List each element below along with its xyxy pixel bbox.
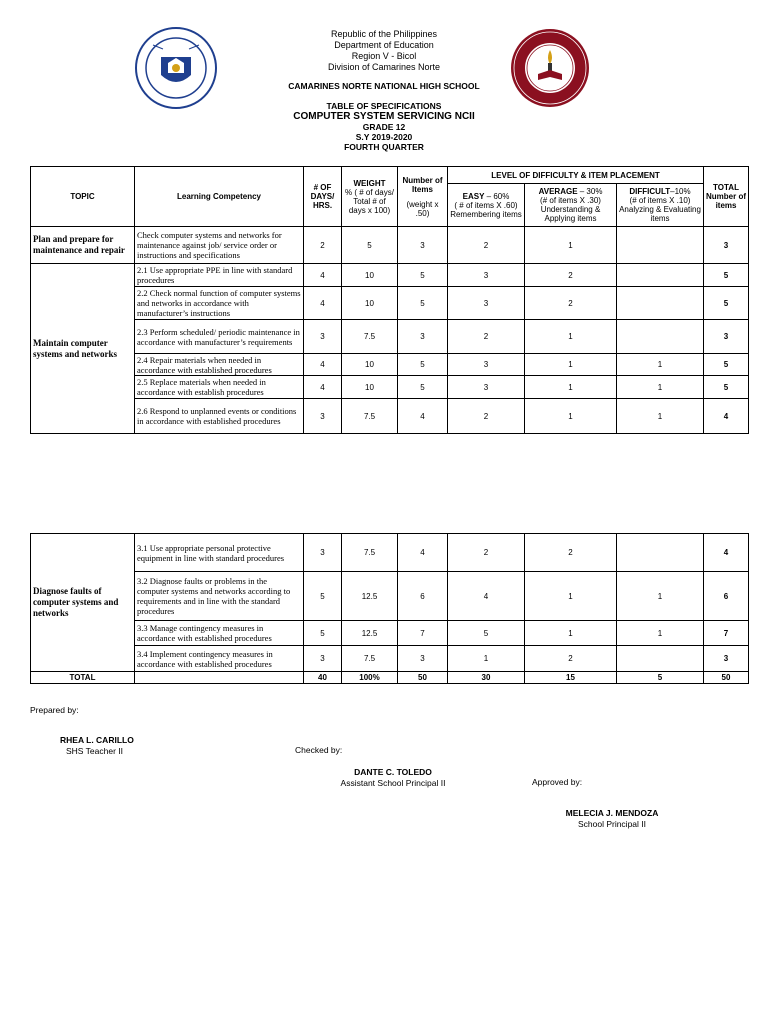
specifications-table-top: [30, 166, 749, 434]
items-cell: 5: [398, 376, 448, 399]
easy-pct: – 60%: [484, 191, 510, 201]
specifications-table-bottom: [30, 533, 749, 684]
table-row: [31, 534, 749, 572]
total-total: 50: [704, 672, 749, 684]
average-cell: 1: [525, 320, 617, 354]
average-cell: 1: [525, 572, 617, 621]
total-items: 50: [398, 672, 448, 684]
average-cell: 1: [525, 354, 617, 376]
table-row: [31, 621, 749, 646]
average-cell: 1: [525, 399, 617, 434]
total-cell: 4: [704, 534, 749, 572]
easy-cell: 3: [448, 264, 525, 287]
avg-title: AVERAGE: [538, 187, 578, 196]
easy-cell: 2: [448, 227, 525, 264]
total-cell: 7: [704, 621, 749, 646]
header-easy: [448, 184, 525, 227]
topic-cell: Plan and prepare for maintenance and repair: [31, 227, 135, 264]
topic-cell: Maintain computer systems and networks: [31, 264, 135, 434]
header-line: Department of Education: [334, 40, 434, 50]
total-label: TOTAL: [31, 672, 135, 684]
header-total: TOTAL Number of items: [704, 167, 749, 227]
difficult-cell: 1: [617, 376, 704, 399]
easy-cell: 2: [448, 399, 525, 434]
header-level: LEVEL OF DIFFICULTY & ITEM PLACEMENT: [448, 167, 704, 184]
competency-cell: 2.4 Repair materials when needed in accordance with established procedures: [135, 354, 304, 376]
days-cell: 3: [304, 320, 342, 354]
competency-cell: 2.5 Replace materials when needed in accordance with establish procedures: [135, 376, 304, 399]
weight-cell: 12.5: [342, 572, 398, 621]
difficult-cell: 1: [617, 354, 704, 376]
total-cell: 3: [704, 646, 749, 672]
title-line: S.Y 2019-2020: [355, 132, 413, 142]
days-cell: 4: [304, 376, 342, 399]
prepared-title: SHS Teacher II: [66, 746, 124, 756]
difficult-cell: [617, 264, 704, 287]
document-title: [234, 101, 534, 152]
average-cell: 2: [525, 264, 617, 287]
prepared-label: Prepared by:: [30, 705, 79, 715]
easy-sub: ( # of items X .60) Remembering items: [450, 200, 522, 219]
average-cell: 2: [525, 646, 617, 672]
title-line: FOURTH QUARTER: [344, 142, 424, 152]
days-cell: 5: [304, 572, 342, 621]
table-row: [31, 572, 749, 621]
easy-cell: 1: [448, 646, 525, 672]
avg-sub: (# of items X .30) Understanding & Applying items: [540, 196, 601, 223]
competency-cell: 3.3 Manage contingency measures in accordance with established procedures: [135, 621, 304, 646]
items-cell: 3: [398, 320, 448, 354]
items-cell: 3: [398, 646, 448, 672]
total-row: [31, 672, 749, 684]
table-row: [31, 287, 749, 320]
weight-cell: 5: [342, 227, 398, 264]
weight-cell: 12.5: [342, 621, 398, 646]
approved-label: Approved by:: [532, 777, 583, 787]
average-cell: 2: [525, 287, 617, 320]
header-weight: [342, 167, 398, 227]
checked-title: Assistant School Principal II: [340, 778, 446, 788]
days-cell: 4: [304, 354, 342, 376]
difficult-cell: [617, 534, 704, 572]
approved-block: [560, 808, 664, 830]
difficult-cell: 1: [617, 572, 704, 621]
deped-logo: [135, 27, 217, 109]
weight-cell: 7.5: [342, 399, 398, 434]
header-days: # OF DAYS/ HRS.: [304, 167, 342, 227]
weight-title: WEIGHT: [353, 178, 386, 188]
weight-cell: 7.5: [342, 646, 398, 672]
items-sub: (weight x .50): [406, 199, 439, 218]
difficult-cell: 1: [617, 621, 704, 646]
total-cell: 3: [704, 227, 749, 264]
prepared-block: [60, 735, 134, 757]
header-average: [525, 184, 617, 227]
days-cell: 3: [304, 534, 342, 572]
items-cell: 7: [398, 621, 448, 646]
competency-cell: 3.2 Diagnose faults or problems in the computer systems and networks according to requirements and in line with the standard procedures: [135, 572, 304, 621]
weight-cell: 7.5: [342, 534, 398, 572]
total-days: 40: [304, 672, 342, 684]
approved-name: MELECIA J. MENDOZA: [565, 808, 659, 818]
total-cell: 4: [704, 399, 749, 434]
topic-cell: Diagnose faults of computer systems and networks: [31, 534, 135, 672]
items-cell: 5: [398, 354, 448, 376]
diff-pct: –10%: [670, 187, 691, 196]
difficult-cell: [617, 287, 704, 320]
total-cell: 3: [704, 320, 749, 354]
difficult-cell: [617, 646, 704, 672]
header-competency: Learning Competency: [135, 167, 304, 227]
items-cell: 4: [398, 534, 448, 572]
days-cell: 2: [304, 227, 342, 264]
difficult-cell: 1: [617, 399, 704, 434]
header-line: Republic of the Philippines: [330, 29, 438, 39]
weight-cell: 10: [342, 287, 398, 320]
total-cell: 5: [704, 264, 749, 287]
competency-cell: 2.2 Check normal function of computer systems and networks in accordance with manufacturer’s instructions: [135, 287, 304, 320]
easy-cell: 5: [448, 621, 525, 646]
total-cell: 6: [704, 572, 749, 621]
days-cell: 3: [304, 399, 342, 434]
competency-cell: 2.6 Respond to unplanned events or conditions in accordance with established procedures: [135, 399, 304, 434]
easy-cell: 3: [448, 354, 525, 376]
days-cell: 4: [304, 264, 342, 287]
easy-cell: 3: [448, 376, 525, 399]
table-row: [31, 354, 749, 376]
total-easy: 30: [448, 672, 525, 684]
competency-cell: Check computer systems and networks for maintenance against job/ service order or instructions and specifications: [135, 227, 304, 264]
avg-pct: – 30%: [577, 187, 603, 196]
easy-title: EASY: [462, 191, 485, 201]
easy-cell: 3: [448, 287, 525, 320]
items-cell: 6: [398, 572, 448, 621]
days-cell: 4: [304, 287, 342, 320]
competency-cell: 3.4 Implement contingency measures in accordance with established procedures: [135, 646, 304, 672]
title-line: GRADE 12: [362, 122, 406, 132]
easy-cell: 4: [448, 572, 525, 621]
table-row: [31, 376, 749, 399]
title-line: TABLE OF SPECIFICATIONS: [326, 101, 442, 111]
table-row: [31, 320, 749, 354]
header-difficult: [617, 184, 704, 227]
difficult-cell: [617, 227, 704, 264]
table-row: [31, 646, 749, 672]
total-difficult: 5: [617, 672, 704, 684]
diff-title: DIFFICULT: [629, 187, 671, 196]
items-cell: 5: [398, 264, 448, 287]
weight-sub: % ( # of days/ Total # of days x 100): [345, 187, 394, 215]
competency-cell: 2.1 Use appropriate PPE in line with standard procedures: [135, 264, 304, 287]
average-cell: 1: [525, 227, 617, 264]
total-cell: 5: [704, 354, 749, 376]
total-weight: 100%: [342, 672, 398, 684]
approved-title: School Principal II: [577, 819, 647, 829]
government-header: [234, 29, 534, 73]
items-cell: 3: [398, 227, 448, 264]
weight-cell: 7.5: [342, 320, 398, 354]
items-title: Number of Items: [402, 175, 443, 194]
competency-cell: 2.3 Perform scheduled/ periodic maintenance in accordance with manufacturer’s requirements: [135, 320, 304, 354]
header-topic: TOPIC: [31, 167, 135, 227]
total-average: 15: [525, 672, 617, 684]
checked-name: DANTE C. TOLEDO: [354, 767, 432, 777]
items-cell: 4: [398, 399, 448, 434]
competency-cell: 3.1 Use appropriate personal protective equipment in line with standard procedures: [135, 534, 304, 572]
table-row: [31, 227, 749, 264]
table-row: [31, 264, 749, 287]
average-cell: 1: [525, 621, 617, 646]
difficult-cell: [617, 320, 704, 354]
average-cell: 2: [525, 534, 617, 572]
days-cell: 3: [304, 646, 342, 672]
diff-sub: (# of items X .10) Analyzing & Evaluating items: [619, 196, 701, 223]
easy-cell: 2: [448, 320, 525, 354]
table-row: [31, 399, 749, 434]
weight-cell: 10: [342, 376, 398, 399]
days-cell: 5: [304, 621, 342, 646]
total-competency-empty: [135, 672, 304, 684]
easy-cell: 2: [448, 534, 525, 572]
weight-cell: 10: [342, 264, 398, 287]
items-cell: 5: [398, 287, 448, 320]
header-line: Region V - Bicol: [351, 51, 417, 61]
school-name: CAMARINES NORTE NATIONAL HIGH SCHOOL: [288, 81, 480, 91]
total-cell: 5: [704, 287, 749, 320]
average-cell: 1: [525, 376, 617, 399]
checked-label: Checked by:: [295, 745, 343, 755]
weight-cell: 10: [342, 354, 398, 376]
checked-block: [338, 767, 448, 789]
header-items: [398, 167, 448, 227]
subject-title: COMPUTER SYSTEM SERVICING NCII: [293, 111, 475, 122]
total-cell: 5: [704, 376, 749, 399]
prepared-name: RHEA L. CARILLO: [60, 735, 134, 745]
header-line: Division of Camarines Norte: [327, 62, 441, 72]
